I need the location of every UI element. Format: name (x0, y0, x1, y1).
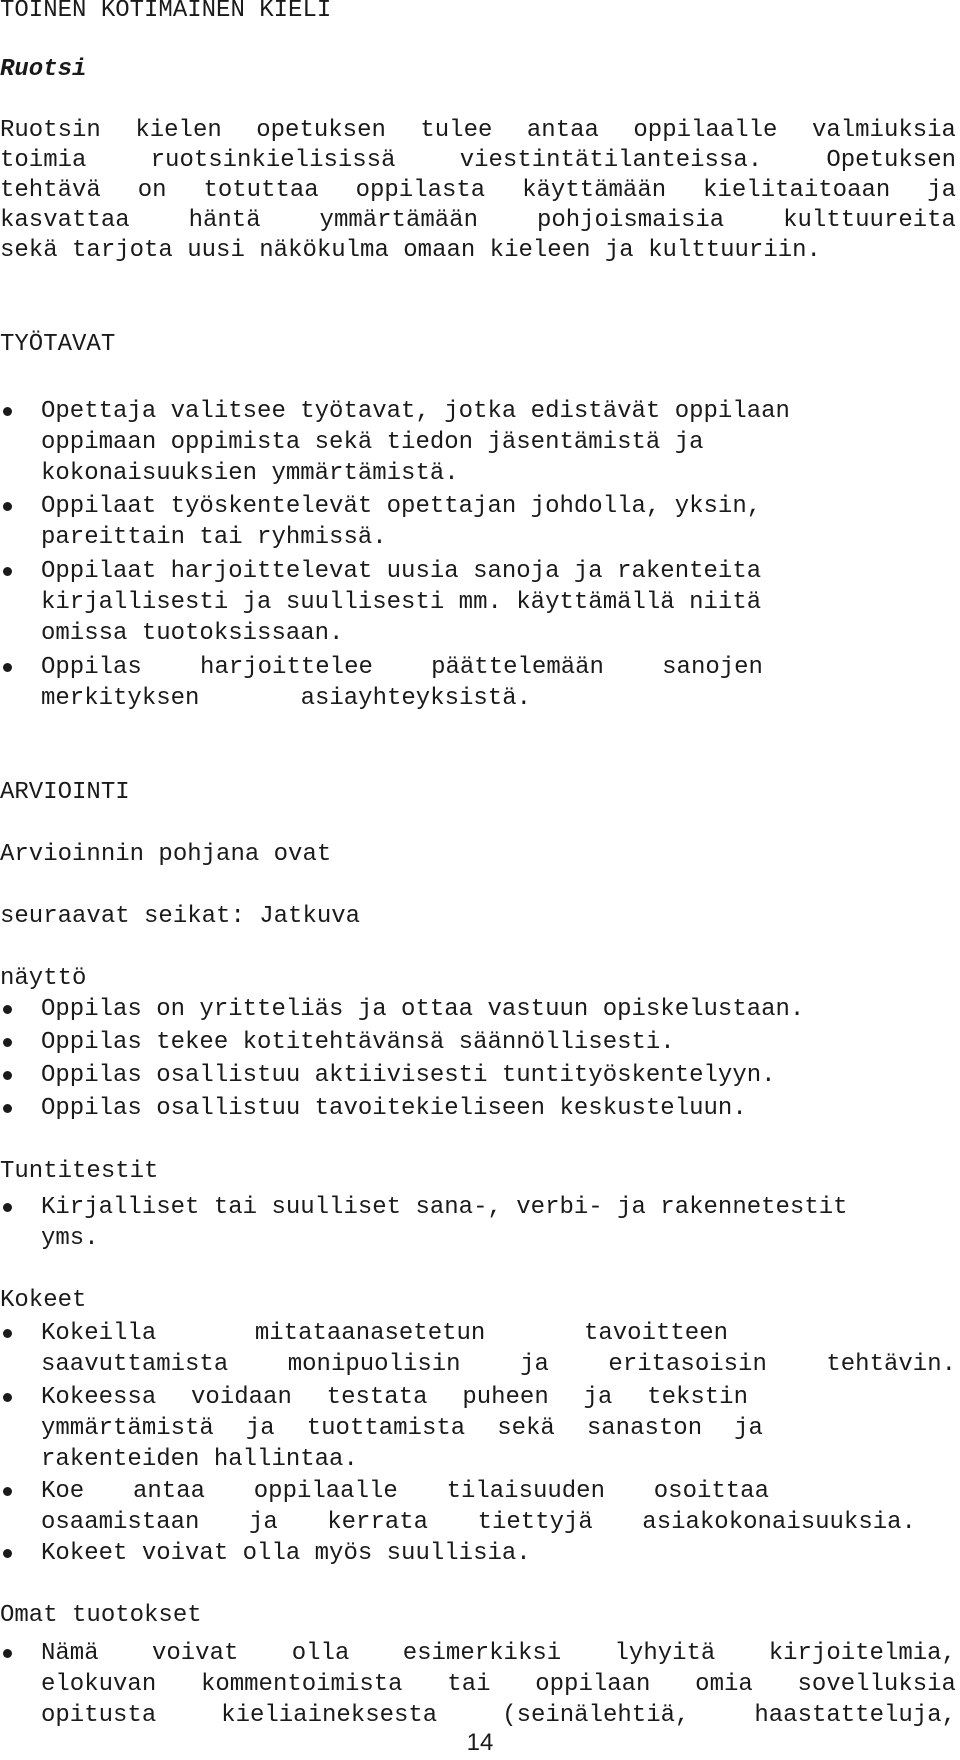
list-item-text: Kirjalliset tai suulliset sana-, verbi- ja rakennetestit (41, 1194, 848, 1221)
arviointi-text: seuraavat seikat: Jatkuva (0, 903, 361, 930)
word: antaa (526, 117, 599, 144)
list-item-text (41, 1639, 956, 1669)
word: osoittaa (653, 1478, 769, 1505)
word: oppilasta (355, 177, 486, 204)
word: Kokeilla (41, 1320, 157, 1347)
bullet-icon (3, 407, 12, 416)
word: viestintätilanteissa. (459, 147, 763, 174)
word: kielitaitoaan (703, 177, 891, 204)
list-item-text (41, 1670, 956, 1700)
word: tuottamista (306, 1415, 466, 1442)
bullet-icon (3, 1393, 12, 1402)
list-item-text (41, 653, 763, 683)
word: kasvattaa (0, 207, 130, 234)
bullet-icon (3, 502, 12, 511)
word: lyhyitä (614, 1640, 716, 1667)
word: sanojen (662, 654, 763, 681)
word: ja (248, 1509, 278, 1536)
word: Oppilas (41, 654, 142, 681)
intro-line (0, 116, 956, 146)
word: osaamistaan (41, 1509, 200, 1536)
subheading-omat-tuotokset: Omat tuotokset (0, 1602, 202, 1629)
list-item-text: Kokeet voivat olla myös suullisia. (41, 1540, 531, 1567)
list-item-text: pareittain tai ryhmissä. (41, 524, 387, 551)
arviointi-text: Arvioinnin pohjana ovat (0, 841, 332, 868)
word: ja (927, 177, 956, 204)
list-item-text (41, 1508, 916, 1538)
word: mitataanasetetun (254, 1320, 486, 1347)
word: Nämä (41, 1640, 99, 1667)
page-number: 14 (466, 1729, 494, 1756)
intro-line (0, 176, 956, 206)
bullet-icon (3, 1649, 12, 1658)
word: tehtävä (0, 177, 101, 204)
word: ja (734, 1415, 763, 1442)
subject-title: Ruotsi (0, 56, 87, 83)
word: monipuolisin (287, 1351, 461, 1378)
word: pohjoismaisia (536, 207, 725, 234)
word: toimia (0, 147, 87, 174)
word: Ruotsin (0, 117, 101, 144)
list-item-text: Oppilas on yritteliäs ja ottaa vastuun opiskelustaan. (41, 996, 805, 1023)
word: tiettyjä (477, 1509, 593, 1536)
word: merkityksen (41, 685, 200, 712)
word: tavoitteen (583, 1320, 728, 1347)
word: eritasoisin (608, 1351, 767, 1378)
word: kieliaineksesta (221, 1702, 438, 1729)
word: kirjoitelmia, (768, 1640, 956, 1667)
bullet-icon (3, 1104, 12, 1113)
list-item-text: Oppilas osallistuu tavoitekieliseen keskusteluun. (41, 1095, 747, 1122)
word: Koe (41, 1478, 85, 1505)
word: ja (583, 1384, 613, 1411)
word: opetuksen (256, 117, 386, 144)
bullet-icon (3, 1329, 12, 1338)
word: asiakokonaisuuksia. (642, 1509, 916, 1536)
word: ymmärtämään (319, 207, 478, 234)
word: voidaan (191, 1384, 292, 1411)
word: päättelemään (431, 654, 604, 681)
word: ymmärtämistä (41, 1415, 214, 1442)
list-item-text (41, 1319, 728, 1349)
document-heading: TOINEN KOTIMAINEN KIELI (0, 0, 332, 24)
list-item-text (41, 1414, 763, 1444)
word: on (137, 177, 167, 204)
subheading-kokeet: Kokeet (0, 1287, 87, 1314)
word: oppilaan (535, 1671, 651, 1698)
word: haastatteluja, (754, 1702, 956, 1729)
bullet-icon (3, 567, 12, 576)
word: sanaston (586, 1415, 703, 1442)
word: käyttämään (522, 177, 667, 204)
intro-line: sekä tarjota uusi näkökulma omaan kieleen ja kulttuuriin. (0, 237, 821, 264)
word: elokuvan (41, 1671, 157, 1698)
bullet-icon (3, 1005, 12, 1014)
word: testata (326, 1384, 428, 1411)
bullet-icon (3, 1038, 12, 1047)
bullet-icon (3, 663, 12, 672)
bullet-icon (3, 1203, 12, 1212)
section-heading-tyotavat: TYÖTAVAT (0, 331, 116, 358)
list-item-text: rakenteiden hallintaa. (41, 1446, 358, 1473)
word: omia (695, 1671, 753, 1698)
word: totuttaa (203, 177, 319, 204)
word: harjoittelee (200, 654, 373, 681)
list-item-text: Oppilaat työskentelevät opettajan johdolla, yksin, (41, 493, 762, 520)
word: tulee (420, 117, 493, 144)
word: voivat (151, 1640, 239, 1667)
word: sekä (497, 1415, 555, 1442)
word: häntä (188, 207, 261, 234)
word: esimerkiksi (402, 1640, 562, 1667)
word: kommentoimista (200, 1671, 403, 1698)
list-item-text: kirjallisesti ja suullisesti mm. käyttämällä niitä (41, 589, 762, 616)
word: kulttuureita (783, 207, 956, 234)
list-item-text (41, 1701, 956, 1731)
list-item-text: omissa tuotoksissaan. (41, 620, 344, 647)
list-item-text: oppimaan oppimista sekä tiedon jäsentämistä ja (41, 429, 704, 456)
word: Kokeessa (41, 1384, 157, 1411)
list-item-text: Oppilas tekee kotitehtävänsä säännöllisesti. (41, 1029, 675, 1056)
word: tilaisuuden (446, 1478, 605, 1505)
bullet-icon (3, 1549, 12, 1558)
list-item-text: kokonaisuuksien ymmärtämistä. (41, 460, 459, 487)
subheading-naytto: näyttö (0, 965, 87, 992)
subheading-tuntitestit: Tuntitestit (0, 1158, 159, 1185)
bullet-icon (3, 1487, 12, 1496)
word: saavuttamista (41, 1351, 229, 1378)
list-item-text: yms. (41, 1225, 99, 1252)
list-item-text: Opettaja valitsee työtavat, jotka edistävät oppilaan (41, 398, 790, 425)
list-item-text (41, 684, 531, 714)
list-item-text: Oppilas osallistuu aktiivisesti tuntityöskentelyyn. (41, 1062, 776, 1089)
word: kerrata (327, 1509, 429, 1536)
list-item-text: Oppilaat harjoittelevat uusia sanoja ja rakenteita (41, 558, 762, 585)
word: oppilaalle (253, 1478, 398, 1505)
word: puheen (462, 1384, 549, 1411)
word: (seinälehtiä, (502, 1702, 690, 1729)
word: Opetuksen (826, 147, 956, 174)
word: kielen (135, 117, 222, 144)
word: sovelluksia (797, 1671, 956, 1698)
intro-line (0, 206, 956, 236)
bullet-icon (3, 1071, 12, 1080)
word: valmiuksia (811, 117, 956, 144)
word: ruotsinkielisissä (150, 147, 396, 174)
word: oppilaalle (633, 117, 778, 144)
word: opitusta (41, 1702, 157, 1729)
list-item-text (41, 1383, 748, 1413)
word: ja (245, 1415, 275, 1442)
list-item-text (41, 1477, 769, 1507)
word: olla (291, 1640, 350, 1667)
word: asiayhteyksistä. (300, 685, 531, 712)
word: tekstin (647, 1384, 748, 1411)
intro-line (0, 146, 956, 176)
word: tehtävin. (826, 1351, 956, 1378)
section-heading-arviointi: ARVIOINTI (0, 779, 130, 806)
word: ja (520, 1351, 549, 1378)
list-item-text (41, 1350, 956, 1380)
word: tai (447, 1671, 491, 1698)
word: antaa (132, 1478, 205, 1505)
